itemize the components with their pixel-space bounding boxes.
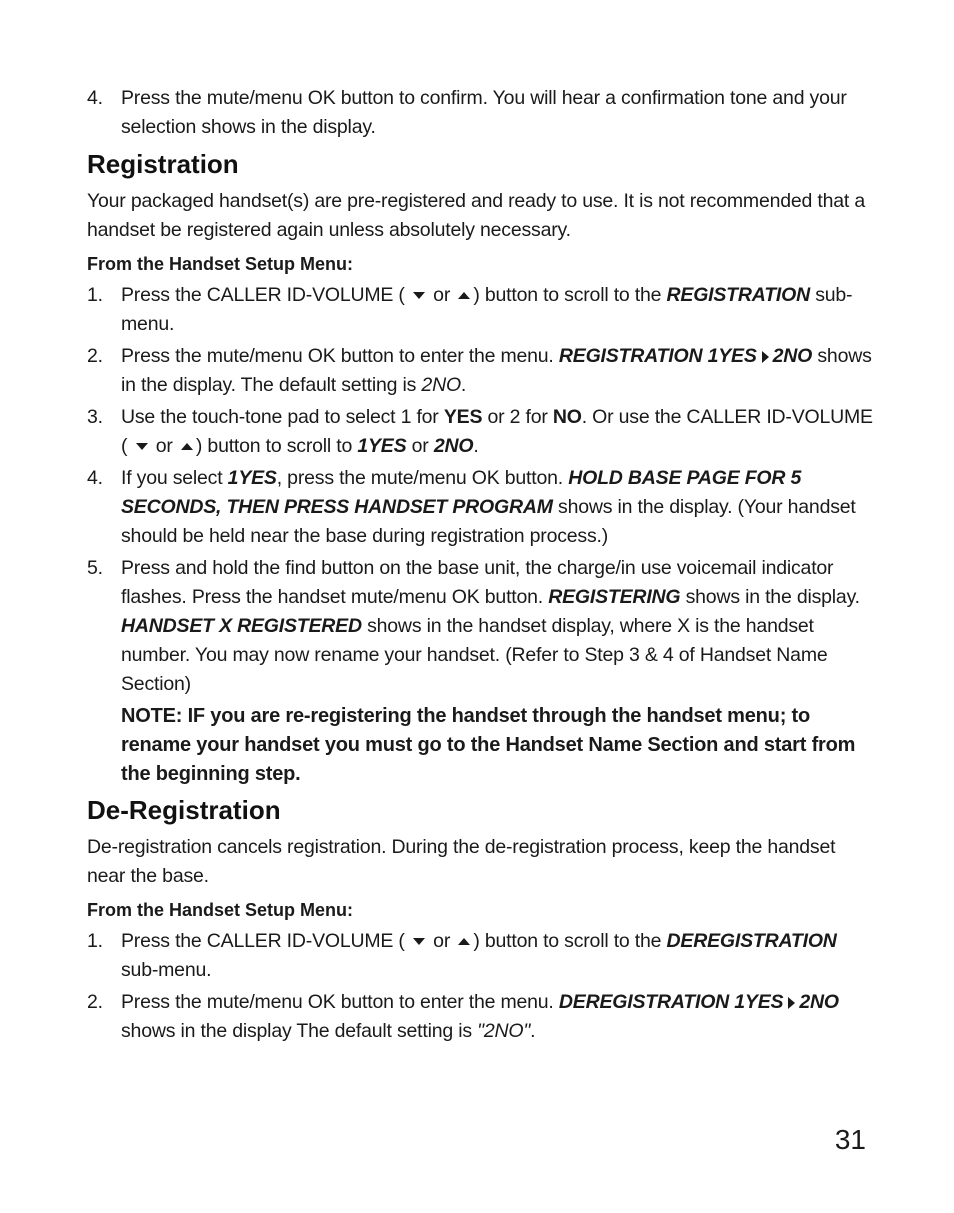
- arrow-up-icon: [458, 292, 470, 299]
- step-number: 2.: [87, 991, 103, 1013]
- registration-heading: Registration: [87, 149, 239, 179]
- deregistration-intro: De-registration cancels registration. During the de-registration process, keep the handset near the base.: [87, 836, 836, 887]
- manual-page: 4. Press the mute/menu OK button to confirm. You will hear a confirmation tone and your selection shows in the display. Registration Your packaged handset(s) are pre-registered and ready to use. It is not recommended that a handset be registered again unless absolutely necessary. From the Handset Setup Menu: 1. Press the CALLER ID-VOLUME ( or ) button to scroll to the REGISTRATION sub-menu. 2. Press the mute/menu OK button to enter the menu. REGISTRATION 1YES 2NO shows in the display. The default setting is 2NO. 3. Use the touch-tone pad to select 1 for YES or 2 for NO. Or use the CALLER ID-VOLUME ( or ) button to scroll to 1YES or 2NO. 4. If you select 1YES, press the mute/menu OK button. HOLD BASE PAGE FOR 5 SECONDS, THEN PRESS HANDSET PROGRAM shows in the display. (Your handset should be held near the base during registration process.) 5. Press and hold the find button on the base unit, the charge/in use voicemail indicator flashes. Press the handset mute/menu OK button. REGISTERING shows in the display. HANDSET X REGISTERED shows in the handset display, where X is the handset number. You may now rename your handset. (Refer to Step 3 & 4 of Handset Name Section) NOTE: IF you are re-registering the handset through the handset menu; to rename your handset you must go to the Handset Name Section and start from the beginning step. De-Registration De-registration cancels registration. During the de-registration process, keep the handset near the base. From the Handset Setup Menu: 1. Press the CALLER ID-VOLUME ( or ) button to scroll to the DEREGISTRATION sub-menu. 2. Press the mute/menu OK button to enter the menu. DEREGISTRATION 1YES 2NO shows in the display The default setting is "2NO". 31: [0, 0, 954, 1213]
- arrow-down-icon: [413, 292, 425, 299]
- step-text: If you select 1YES, press the mute/menu OK button. HOLD BASE PAGE FOR 5 SECONDS, THEN PRESS HANDSET PROGRAM shows in the display. (Your handset should be held near the base during registration process.): [121, 467, 856, 547]
- page-number: 31: [834, 1124, 866, 1155]
- display-text: 2NO: [799, 991, 839, 1013]
- step-text: Press the CALLER ID-VOLUME ( or ) button to scroll to the DEREGISTRATION sub-menu.: [121, 930, 837, 981]
- deregistration-subheading: From the Handset Setup Menu:: [87, 900, 354, 920]
- display-text: HOLD BASE PAGE FOR 5 SECONDS, THEN PRESS HANDSET PROGRAM: [121, 467, 802, 518]
- arrow-right-icon: [762, 351, 769, 363]
- display-text: HANDSET X REGISTERED: [121, 615, 362, 637]
- arrow-up-icon: [458, 938, 470, 945]
- arrow-down-icon: [136, 443, 148, 450]
- step-text: Press the mute/menu OK button to enter the menu. DEREGISTRATION 1YES 2NO shows in the display The default setting is "2NO".: [121, 991, 839, 1042]
- arrow-up-icon: [181, 443, 193, 450]
- step-number: 4.: [87, 467, 103, 489]
- display-text: REGISTERING: [548, 586, 681, 608]
- menu-name: DEREGISTRATION: [666, 930, 837, 952]
- step-text: Press the CALLER ID-VOLUME ( or ) button to scroll to the REGISTRATION sub-menu.: [121, 284, 853, 335]
- step-number: 2.: [87, 345, 103, 367]
- deregistration-heading: De-Registration: [87, 795, 281, 825]
- step-number: 1.: [87, 930, 103, 952]
- menu-name: REGISTRATION: [666, 284, 810, 306]
- display-text: REGISTRATION 1YES: [558, 345, 757, 367]
- step-number: 3.: [87, 406, 103, 428]
- step-number: 5.: [87, 557, 103, 579]
- arrow-down-icon: [413, 938, 425, 945]
- step-text: Press and hold the find button on the base unit, the charge/in use voicemail indicator flashes. Press the handset mute/menu OK button. REGISTERING shows in the display. HANDSET X REGISTERED shows in the handset display, where X is the handset number. You may now rename your handset. (Refer to Step 3 & 4 of Handset Name Section): [121, 557, 860, 695]
- step-number: 1.: [87, 284, 103, 306]
- display-text: 2NO: [772, 345, 813, 367]
- step-text: Press the mute/menu OK button to confirm. You will hear a confirmation tone and your selection shows in the display.: [121, 87, 847, 138]
- arrow-right-icon: [788, 997, 795, 1009]
- display-text: DEREGISTRATION 1YES: [558, 991, 784, 1013]
- step-text: Press the mute/menu OK button to enter the menu. REGISTRATION 1YES 2NO shows in the display. The default setting is 2NO.: [121, 345, 872, 396]
- registration-intro: Your packaged handset(s) are pre-registered and ready to use. It is not recommended that a handset be registered again unless absolutely necessary.: [87, 190, 865, 241]
- registration-subheading: From the Handset Setup Menu:: [87, 254, 354, 274]
- default-setting: "2NO": [477, 1020, 531, 1042]
- default-setting: 2NO: [421, 374, 461, 396]
- step-number: 4.: [87, 87, 103, 109]
- step-text: Use the touch-tone pad to select 1 for YES or 2 for NO. Or use the CALLER ID-VOLUME ( or ) button to scroll to 1YES or 2NO.: [121, 406, 873, 457]
